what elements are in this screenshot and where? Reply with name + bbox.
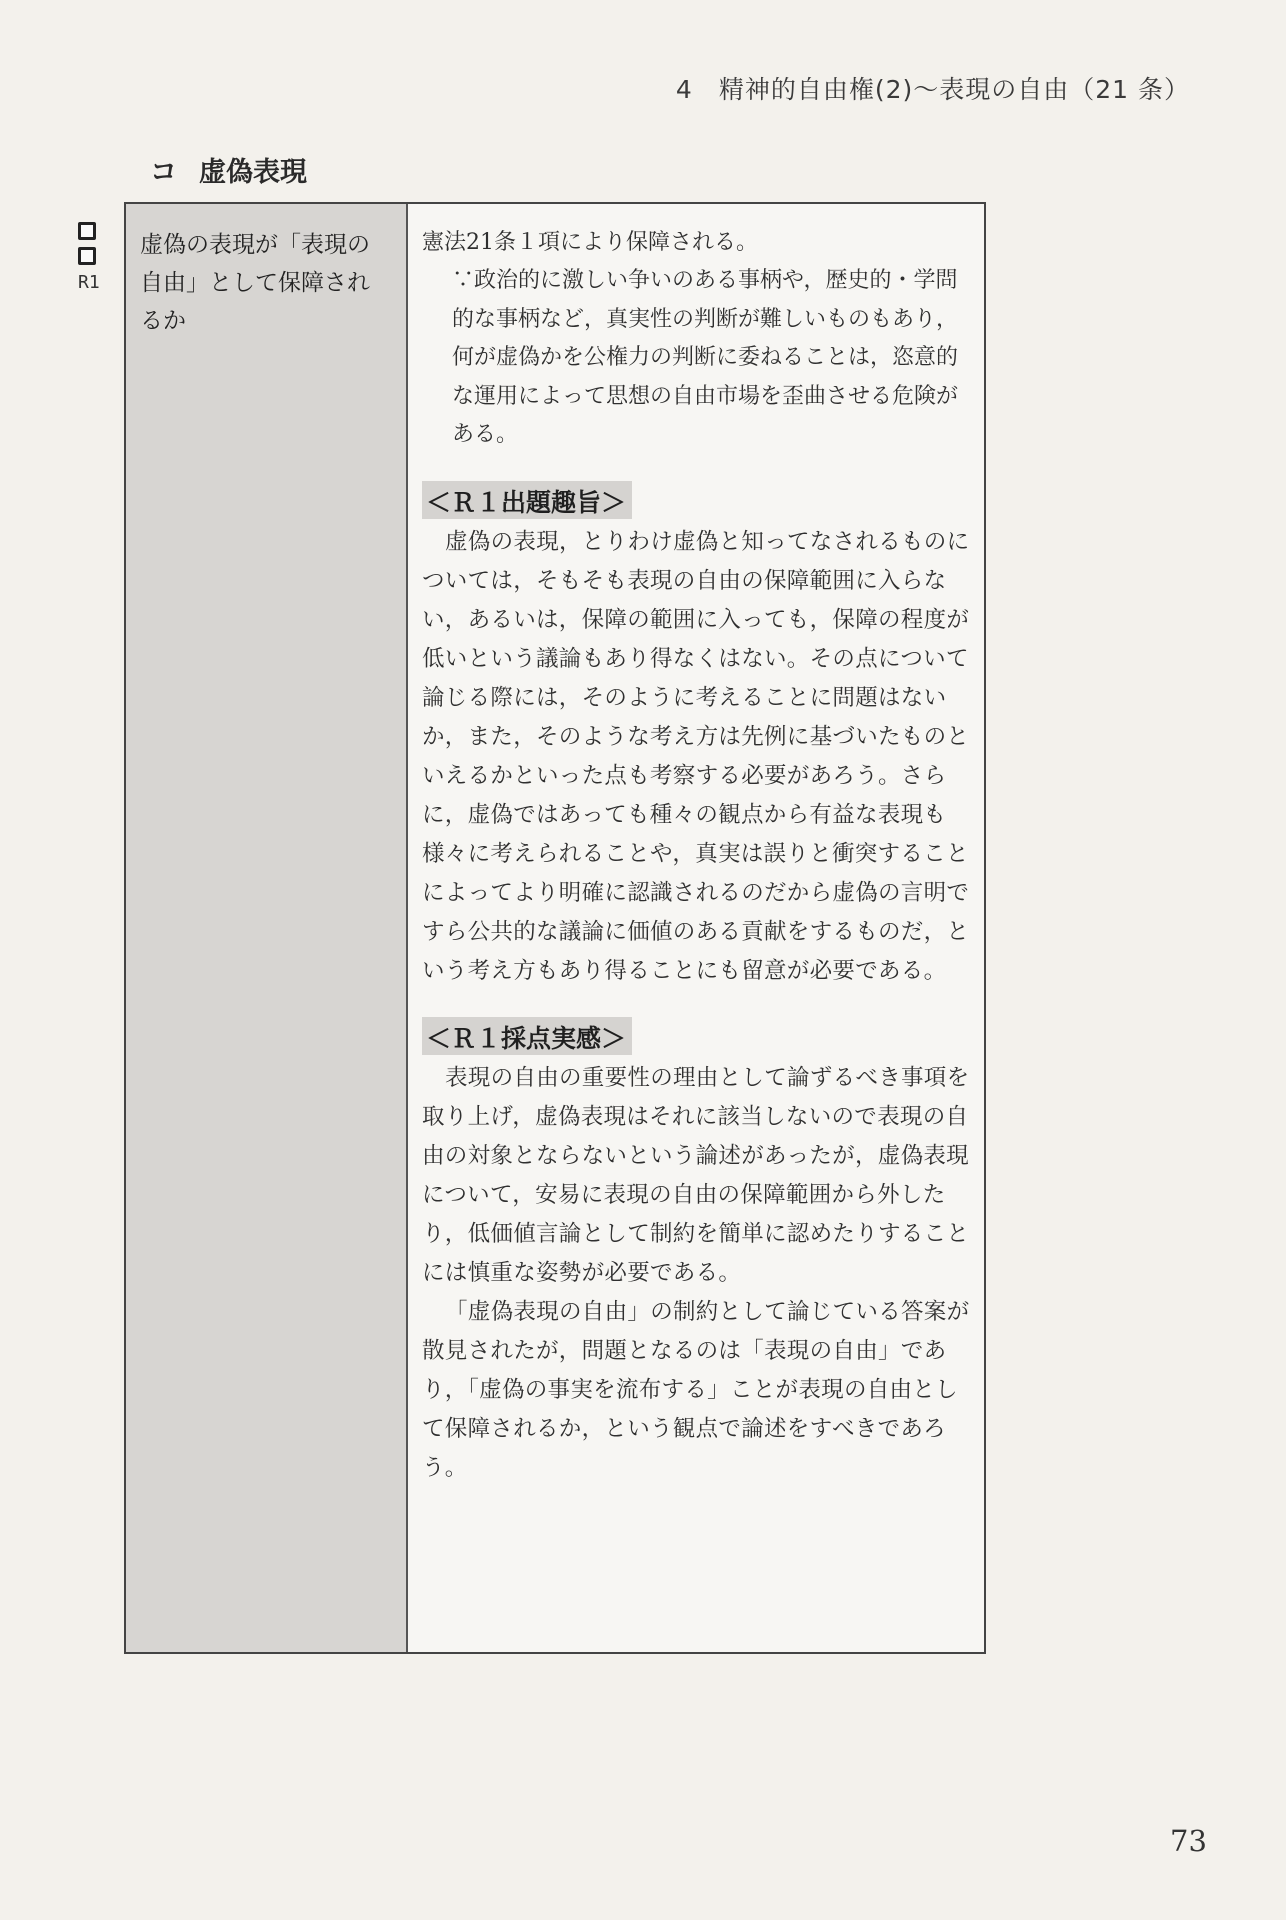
answer-reason: ∵政治的に激しい争いのある事柄や，歴史的・学問的な事柄など，真実性の判断が難しいものもあり，何が虚偽かを公権力の判断に委ねることは，恣意的な運用によって思想の自由市場を歪曲させる危険がある。 [452,268,959,447]
issue-question-cell [126,204,408,1652]
answer-conclusion: 憲法21条１項により保障される。 [422,230,758,255]
review-checkboxes [78,222,104,293]
running-header: 4 精神的自由権(2)〜表現の自由（21 条） [675,75,1190,104]
page-number: 73 [1170,1824,1207,1858]
section-title-text: 虚偽表現 [199,157,307,188]
exam-year-mark: R1 [78,272,100,293]
review-checkbox-2[interactable] [78,247,96,265]
saiten-text-2: 「虚偽表現の自由」の制約として論じている答案が散見されたが，問題となるのは「表現の自由」であり，「虚偽の事実を流布する」ことが表現の自由として保障されるか，という観点で論述をすべきであろう。 [422,1298,970,1481]
shutsudai-heading: ＜Ｒ１出題趣旨＞ [422,481,632,519]
review-checkbox-1[interactable] [78,222,96,240]
issue-answer-cell [408,204,984,1652]
saiten-heading: ＜Ｒ１採点実感＞ [422,1017,632,1055]
saiten-text-1: 表現の自由の重要性の理由として論ずるべき事項を取り上げ，虚偽表現はそれに該当しないので表現の自由の対象とならないという論述があったが，虚偽表現について，安易に表現の自由の保障範囲から外したり，低価値言論として制約を簡単に認めたりすることには慎重な姿勢が必要である。 [422,1064,970,1286]
section-marker: コ [150,157,177,188]
shutsudai-text: 虚偽の表現，とりわけ虚偽と知ってなされるものについては，そもそも表現の自由の保障範囲に入らない，あるいは，保障の範囲に入っても，保障の程度が低いという議論もあり得なくはない。その点について論じる際には，そのように考えることに問題はないか，また，そのような考え方は先例に基づいたものといえるかといった点も考察する必要があろう。さらに，虚偽ではあっても種々の観点から有益な表現も様々に考えられることや，真実は誤りと衝突することによってより明確に認識されるのだから虚偽の言明ですら公共的な議論に価値のある貢献をするものだ，という考え方もあり得ることにも留意が必要である。 [422,528,970,984]
issue-table [124,202,986,1654]
issue-question: 虚偽の表現が「表現の自由」として保障されるか [140,232,370,334]
section-title [150,150,307,189]
